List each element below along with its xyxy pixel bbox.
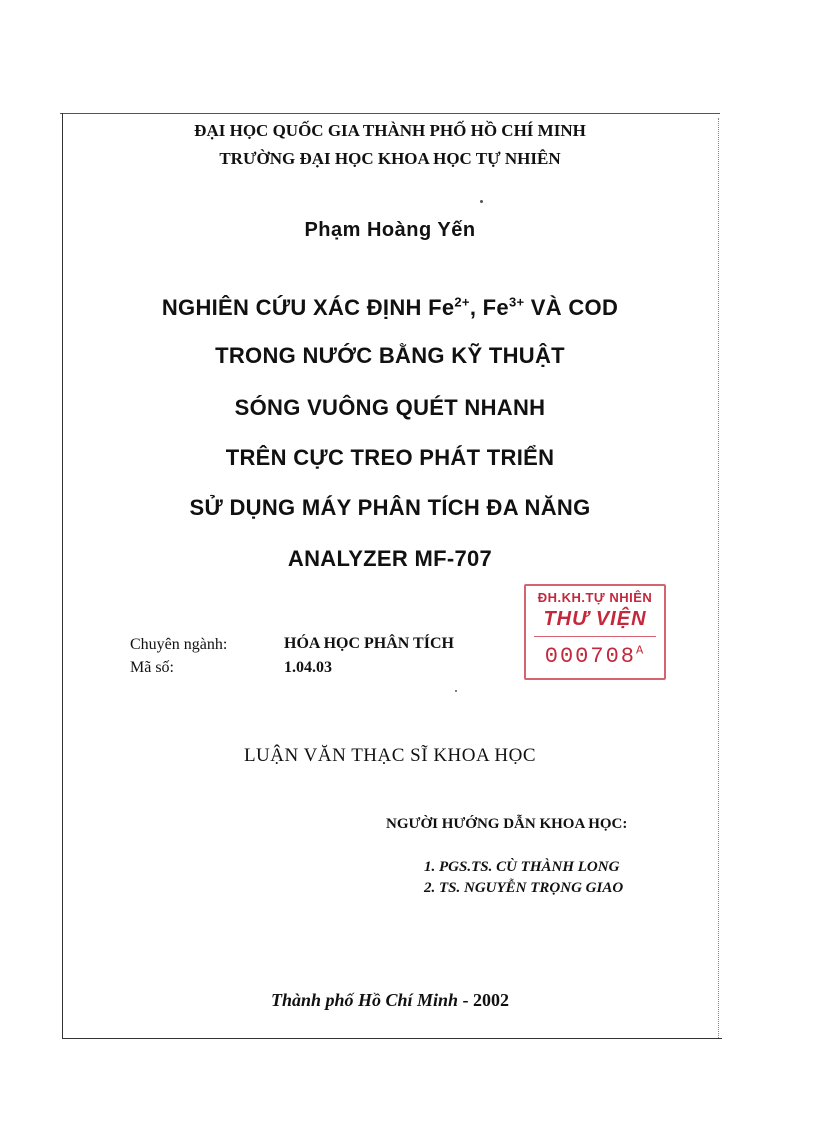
title-line-5: SỬ DỤNG MÁY PHÂN TÍCH ĐA NĂNG [189,495,591,520]
university-name: ĐẠI HỌC QUỐC GIA THÀNH PHỐ HỒ CHÍ MINH [194,121,586,140]
title-line-1 [62,295,718,321]
advisor-item: 2. TS. NGUYỄN TRỌNG GIAO [424,880,624,896]
scan-speck [480,200,483,203]
title-line-1-prefix: NGHIÊN CỨU XÁC ĐỊNH Fe [161,295,455,320]
fe2-superscript: 2+ [454,294,470,310]
title-line-1-suffix: VÀ COD [524,295,619,320]
major-value: HÓA HỌC PHÂN TÍCH [284,635,454,652]
footer-separator: - [458,990,474,1010]
advisor-item: 1. PGS.TS. CÙ THÀNH LONG [424,859,620,875]
title-line-3: SÓNG VUÔNG QUÉT NHANH [234,395,546,420]
frame-bottom-border [62,1038,722,1039]
header [62,117,718,173]
frame-top-border [60,113,720,114]
stamp-middle-text: THƯ VIỆN [543,608,647,630]
degree-title: LUẬN VĂN THẠC SĨ KHOA HỌC [243,745,537,766]
title-line-6: ANALYZER MF-707 [287,546,493,571]
author-name: Phạm Hoàng Yến [304,219,476,241]
stamp-divider [534,636,656,637]
title-line-1-mid: , Fe [469,295,509,320]
major-label: Chuyên ngành: [130,636,228,653]
footer-year: 2002 [473,990,510,1010]
frame-right-border [718,118,719,1038]
stamp-number [526,644,664,669]
title-line-2: TRONG NƯỚC BẰNG KỸ THUẬT [215,343,565,368]
title-line-4: TRÊN CỰC TREO PHÁT TRIỂN [225,445,555,470]
scan-speck [455,690,457,692]
stamp-top-text: ĐH.KH.TỰ NHIÊN [537,590,653,605]
fe3-superscript: 3+ [508,294,525,310]
advisor-heading: NGƯỜI HƯỚNG DẪN KHOA HỌC: [386,816,628,832]
footer-place: Thành phố Hồ Chí Minh [270,990,459,1010]
frame-left-border [62,113,63,1038]
footer-place-year [62,990,718,1011]
library-stamp [524,584,666,680]
stamp-number-value: 000708 [544,644,636,669]
stamp-number-suffix: A [636,643,646,658]
faculty-name: TRƯỜNG ĐẠI HỌC KHOA HỌC TỰ NHIÊN [219,149,561,168]
code-value: 1.04.03 [284,659,332,676]
code-label: Mã số: [130,659,174,676]
